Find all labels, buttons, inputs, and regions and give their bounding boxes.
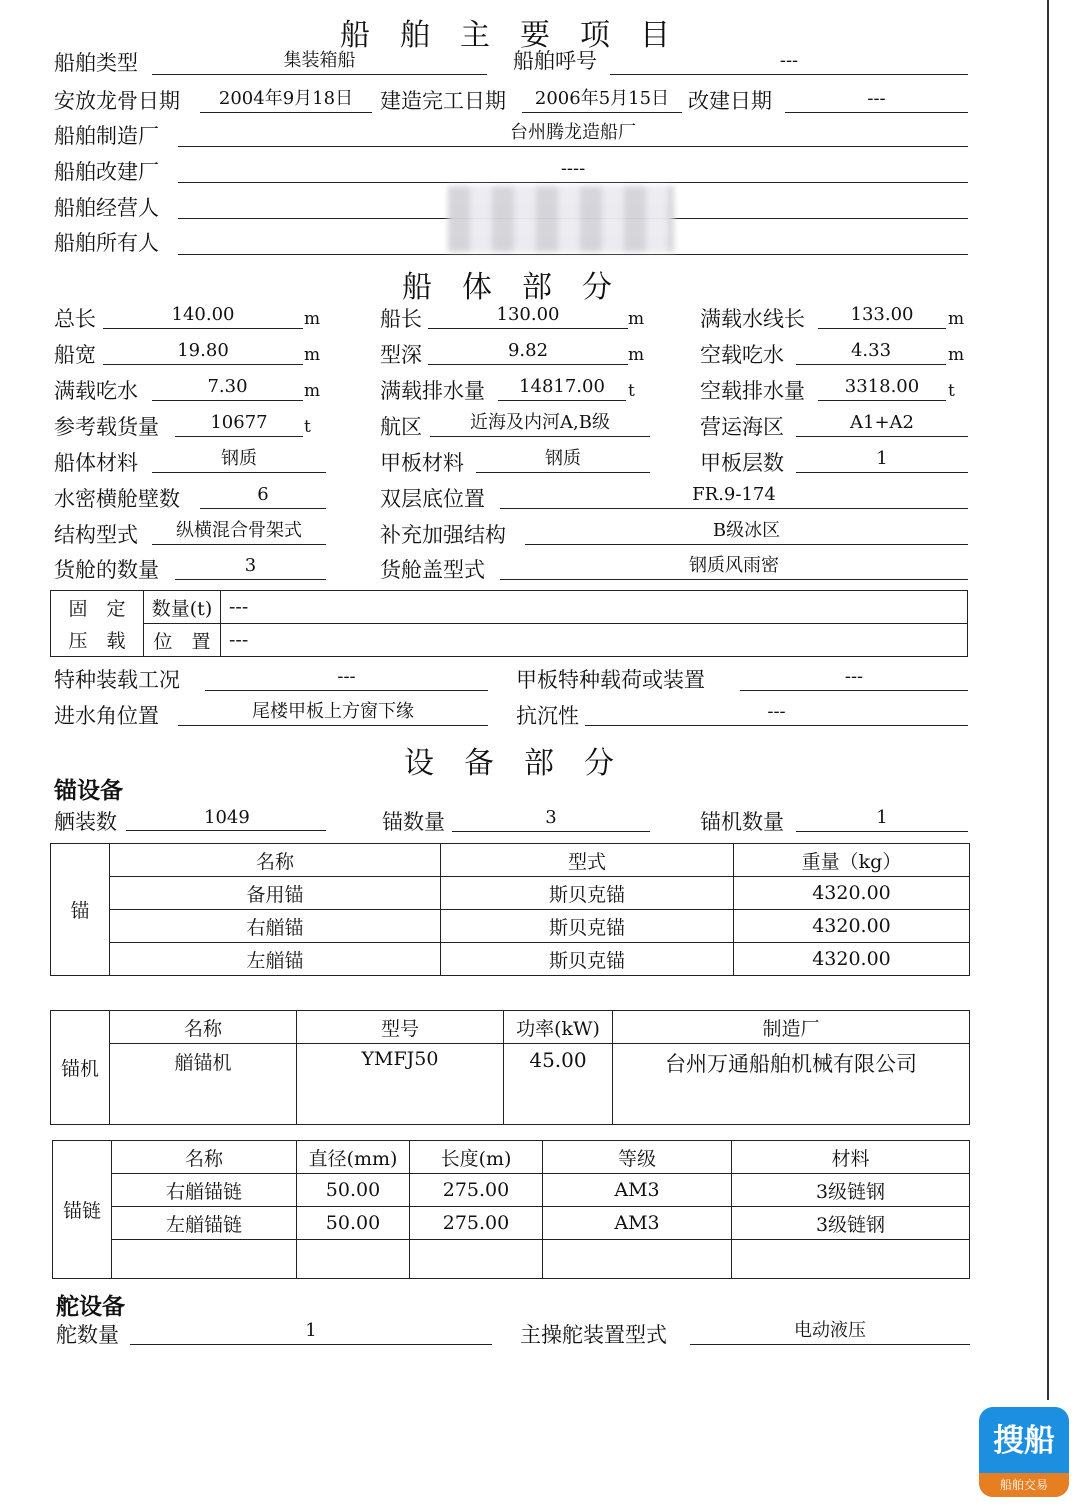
logo-main-text: 搜船 bbox=[993, 1423, 1055, 1459]
lbp-label: 船长 bbox=[380, 307, 422, 331]
chain-row-grade: AM3 bbox=[543, 1207, 732, 1240]
structure-label: 结构型式 bbox=[54, 523, 138, 547]
bulkheads-value: 6 bbox=[200, 482, 326, 509]
anchor-row-name: 右艏锚 bbox=[110, 910, 441, 943]
chain-empty-cell bbox=[297, 1240, 410, 1279]
rebuilder-label: 船舶改建厂 bbox=[54, 160, 159, 184]
keel-date-label: 安放龙骨日期 bbox=[54, 89, 180, 113]
operator-label: 船舶经营人 bbox=[54, 196, 159, 220]
depth-value: 9.82 bbox=[428, 338, 628, 365]
windlass-header-model: 型号 bbox=[297, 1011, 504, 1044]
built-date-value: 2006年5月15日 bbox=[522, 86, 682, 113]
chain-header-material: 材料 bbox=[732, 1141, 970, 1174]
rebuilt-date-label: 改建日期 bbox=[688, 89, 772, 113]
redacted-blur bbox=[448, 186, 674, 252]
holds-value: 3 bbox=[175, 553, 326, 580]
loa-value: 140.00 bbox=[103, 302, 303, 329]
chain-row-name: 左艏锚链 bbox=[112, 1207, 297, 1240]
chain-row-length: 275.00 bbox=[410, 1174, 543, 1207]
table-row bbox=[51, 943, 970, 976]
anchor-table bbox=[50, 843, 970, 976]
windlass-model: YMFJ50 bbox=[297, 1044, 504, 1125]
built-date-label: 建造完工日期 bbox=[380, 89, 506, 113]
deck-material-label: 甲板材料 bbox=[380, 451, 464, 475]
unsinkability-label: 抗沉性 bbox=[516, 704, 579, 728]
outfit-number-label: 舾装数 bbox=[54, 810, 117, 834]
ballast-table bbox=[50, 590, 968, 657]
anchor-row-name: 备用锚 bbox=[110, 877, 441, 910]
windlass-header-name: 名称 bbox=[110, 1011, 297, 1044]
holds-label: 货舱的数量 bbox=[54, 558, 159, 582]
chain-empty-cell bbox=[112, 1240, 297, 1279]
chain-empty-cell bbox=[732, 1240, 970, 1279]
anchor-count-label: 锚数量 bbox=[382, 810, 445, 834]
light-disp-label: 空载排水量 bbox=[700, 379, 805, 403]
chain-row-length: 275.00 bbox=[410, 1207, 543, 1240]
rudder-section-title: 舵设备 bbox=[56, 1293, 125, 1320]
chain-side-label: 锚链 bbox=[53, 1141, 112, 1279]
lbp-unit: m bbox=[628, 309, 645, 329]
builder-label: 船舶制造厂 bbox=[54, 124, 159, 148]
ballast-pos-label: 位 置 bbox=[144, 624, 221, 657]
call-sign-label: 船舶呼号 bbox=[513, 49, 597, 73]
chain-header-diameter: 直径(mm) bbox=[297, 1141, 410, 1174]
ballast-pos-value: --- bbox=[221, 624, 968, 657]
windlass-header-maker: 制造厂 bbox=[613, 1011, 970, 1044]
flood-angle-value: 尾楼甲板上方窗下缘 bbox=[178, 699, 488, 726]
depth-label: 型深 bbox=[380, 343, 422, 367]
op-area-label: 营运海区 bbox=[700, 415, 784, 439]
chain-header-grade: 等级 bbox=[543, 1141, 732, 1174]
chain-row-diameter: 50.00 bbox=[297, 1207, 410, 1240]
reinforce-value: B级冰区 bbox=[525, 518, 968, 545]
special-load-value: --- bbox=[205, 664, 488, 691]
builder-value: 台州腾龙造船厂 bbox=[178, 120, 968, 147]
full-disp-unit: t bbox=[628, 381, 635, 401]
lwl-unit: m bbox=[948, 309, 965, 329]
full-draft-unit: m bbox=[304, 381, 321, 401]
chain-row-material: 3级链钢 bbox=[732, 1174, 970, 1207]
unsinkability-value: --- bbox=[585, 699, 968, 726]
hull-material-value: 钢质 bbox=[152, 446, 326, 473]
chain-row-name: 右艏锚链 bbox=[112, 1174, 297, 1207]
hatch-value: 钢质风雨密 bbox=[500, 553, 968, 580]
table-row bbox=[53, 1240, 970, 1279]
full-draft-value: 7.30 bbox=[152, 374, 303, 401]
lbp-value: 130.00 bbox=[428, 302, 628, 329]
loa-unit: m bbox=[304, 309, 321, 329]
chain-row-grade: AM3 bbox=[543, 1174, 732, 1207]
full-disp-value: 14817.00 bbox=[498, 374, 626, 401]
deck-layers-value: 1 bbox=[796, 446, 968, 473]
windlass-table bbox=[50, 1010, 970, 1125]
anchor-section-title: 锚设备 bbox=[54, 777, 123, 804]
lwl-value: 133.00 bbox=[818, 302, 946, 329]
rebuilt-date-value: --- bbox=[785, 86, 968, 113]
anchor-row-weight: 4320.00 bbox=[734, 943, 970, 976]
chain-table bbox=[52, 1140, 970, 1279]
chain-header-name: 名称 bbox=[112, 1141, 297, 1174]
anchor-row-name: 左艏锚 bbox=[110, 943, 441, 976]
deck-special-value: --- bbox=[740, 664, 968, 691]
nav-area-label: 航区 bbox=[380, 415, 422, 439]
double-bottom-label: 双层底位置 bbox=[380, 487, 485, 511]
anchor-row-weight: 4320.00 bbox=[734, 877, 970, 910]
hatch-label: 货舱盖型式 bbox=[380, 558, 485, 582]
lwl-label: 满载水线长 bbox=[700, 307, 805, 331]
rebuilder-value: ---- bbox=[178, 156, 968, 183]
flood-angle-label: 进水角位置 bbox=[54, 704, 159, 728]
beam-label: 船宽 bbox=[54, 343, 96, 367]
deck-special-label: 甲板特种载荷或装置 bbox=[516, 668, 705, 692]
table-row bbox=[51, 877, 970, 910]
anchor-header-type: 型式 bbox=[441, 844, 734, 877]
owner-label: 船舶所有人 bbox=[54, 231, 159, 255]
light-disp-value: 3318.00 bbox=[818, 374, 946, 401]
title-main-items: 船舶主要项目 bbox=[340, 18, 700, 53]
windlass-name: 艏锚机 bbox=[110, 1044, 297, 1125]
table-row bbox=[51, 1044, 970, 1125]
op-area-value: A1+A2 bbox=[796, 410, 968, 437]
anchor-row-type: 斯贝克锚 bbox=[441, 877, 734, 910]
windlass-header-power: 功率(kW) bbox=[504, 1011, 613, 1044]
light-draft-label: 空载吃水 bbox=[700, 343, 784, 367]
deck-layers-label: 甲板层数 bbox=[700, 451, 784, 475]
windlass-count-label: 锚机数量 bbox=[700, 810, 784, 834]
anchor-header-name: 名称 bbox=[110, 844, 441, 877]
logo-sub-text: 船舶交易 bbox=[979, 1473, 1069, 1497]
souchuan-logo bbox=[979, 1407, 1069, 1497]
ballast-fixed-label: 固 定 bbox=[51, 591, 144, 624]
rudder-count-value: 1 bbox=[130, 1318, 492, 1345]
depth-unit: m bbox=[628, 345, 645, 365]
page-edge-line bbox=[1047, 0, 1049, 1400]
ballast-load-label: 压 载 bbox=[51, 624, 144, 657]
chain-header-length: 长度(m) bbox=[410, 1141, 543, 1174]
keel-date-value: 2004年9月18日 bbox=[200, 86, 372, 113]
nav-area-value: 近海及内河A,B级 bbox=[430, 410, 650, 437]
table-row bbox=[51, 910, 970, 943]
windlass-count-value: 1 bbox=[796, 805, 968, 832]
anchor-header-weight: 重量（kg） bbox=[734, 844, 970, 877]
reinforce-label: 补充加强结构 bbox=[380, 523, 506, 547]
beam-value: 19.80 bbox=[103, 338, 303, 365]
windlass-side-label: 锚机 bbox=[51, 1011, 110, 1125]
special-load-label: 特种装载工况 bbox=[54, 668, 180, 692]
loa-label: 总长 bbox=[54, 307, 96, 331]
light-draft-unit: m bbox=[948, 345, 965, 365]
full-draft-label: 满载吃水 bbox=[54, 379, 138, 403]
outfit-number-value: 1049 bbox=[126, 805, 326, 831]
deck-material-value: 钢质 bbox=[476, 446, 650, 473]
steering-gear-value: 电动液压 bbox=[690, 1318, 970, 1345]
ship-type-value: 集装箱船 bbox=[152, 48, 487, 75]
anchor-count-value: 3 bbox=[452, 805, 650, 832]
title-equipment: 设备部分 bbox=[404, 746, 644, 781]
anchor-row-type: 斯贝克锚 bbox=[441, 943, 734, 976]
anchor-row-weight: 4320.00 bbox=[734, 910, 970, 943]
chain-empty-cell bbox=[543, 1240, 732, 1279]
beam-unit: m bbox=[304, 345, 321, 365]
ship-type-label: 船舶类型 bbox=[54, 51, 138, 75]
steering-gear-label: 主操舵装置型式 bbox=[520, 1323, 667, 1347]
double-bottom-value: FR.9-174 bbox=[500, 482, 968, 509]
ref-cargo-unit: t bbox=[304, 417, 311, 437]
windlass-maker: 台州万通船舶机械有限公司 bbox=[613, 1044, 970, 1125]
chain-empty-cell bbox=[410, 1240, 543, 1279]
anchor-row-type: 斯贝克锚 bbox=[441, 910, 734, 943]
full-disp-label: 满载排水量 bbox=[380, 379, 485, 403]
windlass-power: 45.00 bbox=[504, 1044, 613, 1125]
ballast-qty-value: --- bbox=[221, 591, 968, 624]
bulkheads-label: 水密横舱壁数 bbox=[54, 487, 180, 511]
chain-row-diameter: 50.00 bbox=[297, 1174, 410, 1207]
structure-value: 纵横混合骨架式 bbox=[152, 518, 326, 545]
hull-material-label: 船体材料 bbox=[54, 451, 138, 475]
table-row bbox=[53, 1174, 970, 1207]
ref-cargo-label: 参考载货量 bbox=[54, 415, 159, 439]
light-draft-value: 4.33 bbox=[796, 338, 946, 365]
ballast-qty-label: 数量(t) bbox=[144, 591, 221, 624]
table-row bbox=[53, 1207, 970, 1240]
rudder-count-label: 舵数量 bbox=[56, 1323, 119, 1347]
anchor-side-label: 锚 bbox=[51, 844, 110, 976]
ref-cargo-value: 10677 bbox=[175, 410, 303, 437]
title-hull: 船体部分 bbox=[402, 270, 642, 305]
light-disp-unit: t bbox=[948, 381, 955, 401]
chain-row-material: 3级链钢 bbox=[732, 1207, 970, 1240]
call-sign-value: --- bbox=[610, 48, 968, 75]
